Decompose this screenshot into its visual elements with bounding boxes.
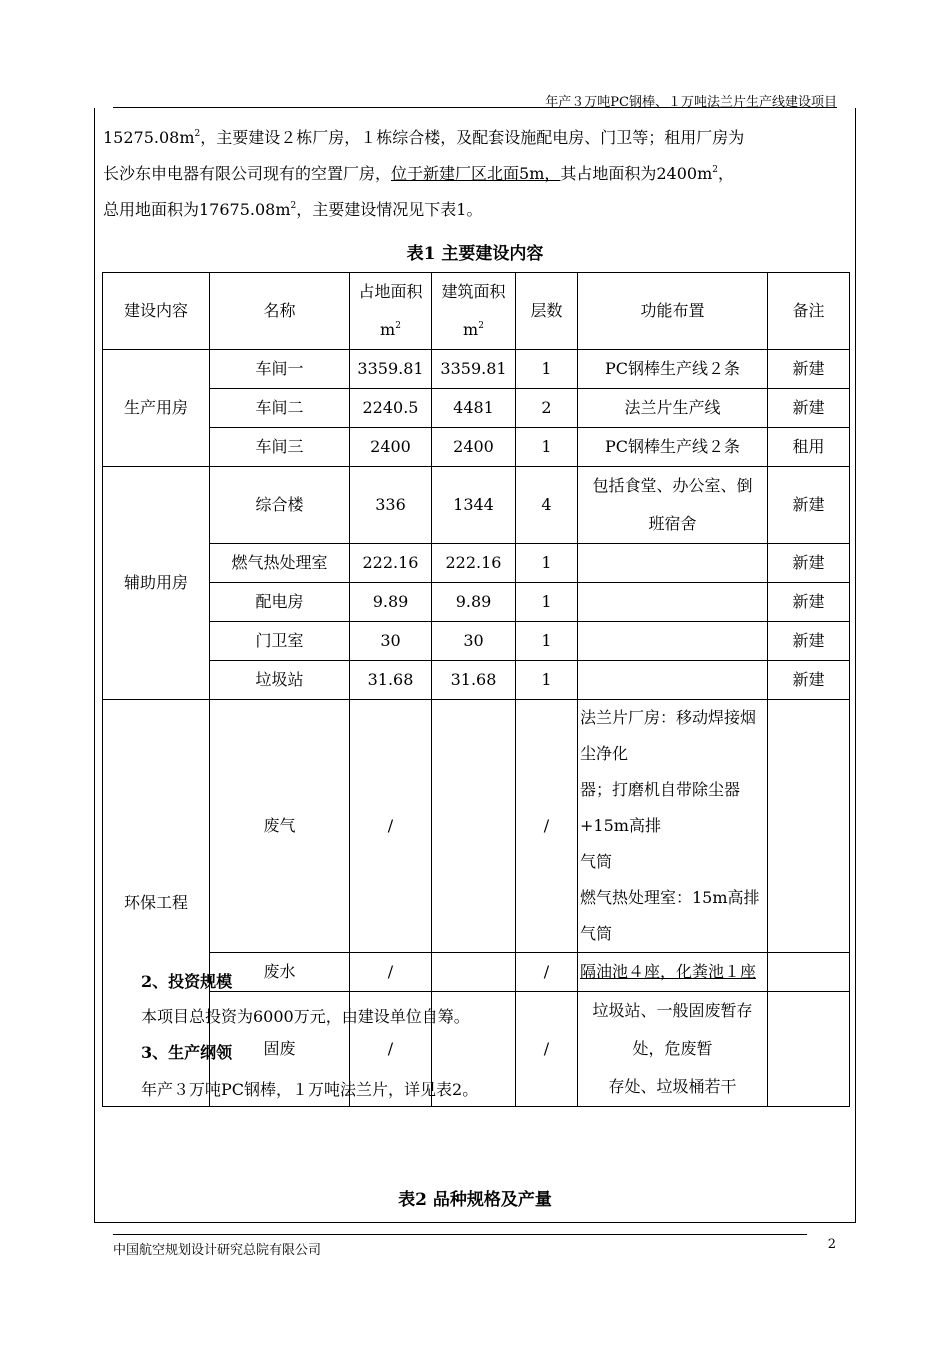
table-row (103, 622, 850, 661)
function-cell: 法兰片生产线 (578, 389, 768, 428)
remark-cell (768, 953, 850, 992)
header-cell: 建设内容 (103, 273, 210, 350)
header-cell: 功能布置 (578, 273, 768, 350)
group-cell-environment: 环保工程 (103, 700, 210, 1107)
function-cell: PC钢棒生产线２条 (578, 428, 768, 467)
levels-cell: 2 (516, 389, 578, 428)
area-cell: 3359.81 (350, 350, 432, 389)
function-line: 班宿舍 (648, 514, 697, 533)
table-row (103, 389, 850, 428)
levels-cell: 1 (516, 350, 578, 389)
area-cell: 2400 (350, 428, 432, 467)
name-cell: 车间三 (210, 428, 350, 467)
header-cell: 名称 (210, 273, 350, 350)
levels-cell: 4 (516, 467, 578, 544)
area-cell: 336 (350, 467, 432, 544)
levels-cell: / (516, 700, 578, 953)
levels-cell: 1 (516, 661, 578, 700)
floor-cell: 30 (432, 622, 516, 661)
area-cell: 9.89 (350, 583, 432, 622)
header-text: 占地面积 (358, 282, 423, 301)
intro-paragraph (103, 120, 848, 228)
name-cell: 固废 (210, 992, 350, 1107)
intro-text: ，主要建设情况见下表1。 (296, 200, 483, 219)
superscript: 2 (194, 129, 201, 139)
levels-cell: 1 (516, 622, 578, 661)
group-cell-auxiliary: 辅助用房 (103, 467, 210, 700)
header-text: 建筑面积 (441, 282, 506, 301)
intro-text: 其占地面积为2400m (560, 164, 713, 183)
area-cell: 222.16 (350, 544, 432, 583)
floor-cell: 3359.81 (432, 350, 516, 389)
function-line: 法兰片厂房：移动焊接烟尘净化 (580, 708, 757, 763)
name-cell: 废气 (210, 700, 350, 953)
function-line: 包括食堂、办公室、倒 (592, 476, 753, 495)
remark-cell (768, 700, 850, 953)
running-header: 年产３万吨PC钢棒、１万吨法兰片生产线建设项目 (545, 95, 837, 110)
header-cell: 备注 (768, 273, 850, 350)
underlined-text: 位于新建厂区北面5m， (391, 164, 561, 183)
header-cell: 层数 (516, 273, 578, 350)
table-row (103, 467, 850, 544)
header-text: m (380, 320, 396, 339)
header-cell (432, 273, 516, 350)
area-cell: / (350, 992, 432, 1107)
levels-cell: 1 (516, 583, 578, 622)
function-cell (578, 622, 768, 661)
table-row (103, 350, 850, 389)
footer-rule (113, 1234, 807, 1235)
levels-cell: 1 (516, 428, 578, 467)
table-row (103, 700, 850, 953)
table-row (103, 428, 850, 467)
area-cell: / (350, 953, 432, 992)
table2-title: 表2 品种规格及产量 (398, 1190, 552, 1210)
section2-heading: 2、投资规模 (141, 972, 233, 991)
function-line: 燃气热处理室：15m高排气筒 (580, 888, 760, 943)
remark-cell: 新建 (768, 350, 850, 389)
remark-cell: 新建 (768, 467, 850, 544)
name-cell: 车间二 (210, 389, 350, 428)
function-cell (578, 661, 768, 700)
function-cell (578, 700, 768, 953)
function-line: 存处、垃圾桶若干 (608, 1077, 737, 1096)
remark-cell: 新建 (768, 661, 850, 700)
floor-cell: 1344 (432, 467, 516, 544)
function-cell (578, 583, 768, 622)
remark-cell (768, 992, 850, 1107)
function-line: 垃圾站、一般固废暂存处，危废暂 (592, 1001, 753, 1058)
intro-text: ， (718, 164, 735, 183)
floor-cell: 222.16 (432, 544, 516, 583)
superscript: 2 (290, 201, 297, 211)
name-cell: 车间一 (210, 350, 350, 389)
area-cell: 31.68 (350, 661, 432, 700)
floor-cell: 4481 (432, 389, 516, 428)
section3-heading: 3、生产纲领 (141, 1043, 233, 1062)
table1-title: 表1 主要建设内容 (406, 244, 544, 264)
function-cell (578, 992, 768, 1107)
name-cell: 综合楼 (210, 467, 350, 544)
name-cell: 垃圾站 (210, 661, 350, 700)
name-cell: 门卫室 (210, 622, 350, 661)
name-cell: 燃气热处理室 (210, 544, 350, 583)
levels-cell: / (516, 953, 578, 992)
function-cell: PC钢棒生产线２条 (578, 350, 768, 389)
section2-text: 本项目总投资为6000万元，由建设单位自筹。 (141, 1007, 470, 1026)
remark-cell: 新建 (768, 389, 850, 428)
page-number: 2 (827, 1237, 836, 1252)
levels-cell: 1 (516, 544, 578, 583)
area-cell: 30 (350, 622, 432, 661)
function-line: 气筒 (580, 852, 613, 871)
intro-text: 长沙东申电器有限公司现有的空置厂房， (103, 164, 392, 183)
table-row (103, 661, 850, 700)
area-cell: 2240.5 (350, 389, 432, 428)
floor-cell: 9.89 (432, 583, 516, 622)
footer-company: 中国航空规划设计研究总院有限公司 (113, 1243, 322, 1258)
remark-cell: 租用 (768, 428, 850, 467)
remark-cell: 新建 (768, 583, 850, 622)
superscript: 2 (395, 321, 401, 331)
superscript: 2 (712, 165, 719, 175)
floor-cell (432, 953, 516, 992)
levels-cell: / (516, 992, 578, 1107)
function-line: 隔油池４座，化粪池１座 (580, 962, 757, 981)
floor-cell: 31.68 (432, 661, 516, 700)
intro-text: 15275.08m (103, 128, 195, 147)
function-cell (578, 467, 768, 544)
superscript: 2 (478, 321, 484, 331)
area-cell: / (350, 700, 432, 953)
table-row (103, 583, 850, 622)
header-cell (350, 273, 432, 350)
header-text: m (463, 320, 479, 339)
name-cell: 废水 (210, 953, 350, 992)
floor-cell: 2400 (432, 428, 516, 467)
function-cell (578, 953, 768, 992)
group-cell-production: 生产用房 (103, 350, 210, 467)
remark-cell: 新建 (768, 622, 850, 661)
intro-text: ，主要建设２栋厂房，１栋综合楼，及配套设施配电房、门卫等；租用厂房为 (200, 128, 745, 147)
section3-text: 年产３万吨PC钢棒，１万吨法兰片，详见表2。 (141, 1080, 479, 1099)
remark-cell: 新建 (768, 544, 850, 583)
table-header-row (103, 273, 850, 350)
name-cell: 配电房 (210, 583, 350, 622)
function-cell (578, 544, 768, 583)
table-row (103, 544, 850, 583)
intro-text: 总用地面积为17675.08m (103, 200, 291, 219)
function-line: 器；打磨机自带除尘器+15m高排 (580, 780, 741, 835)
floor-cell (432, 700, 516, 953)
